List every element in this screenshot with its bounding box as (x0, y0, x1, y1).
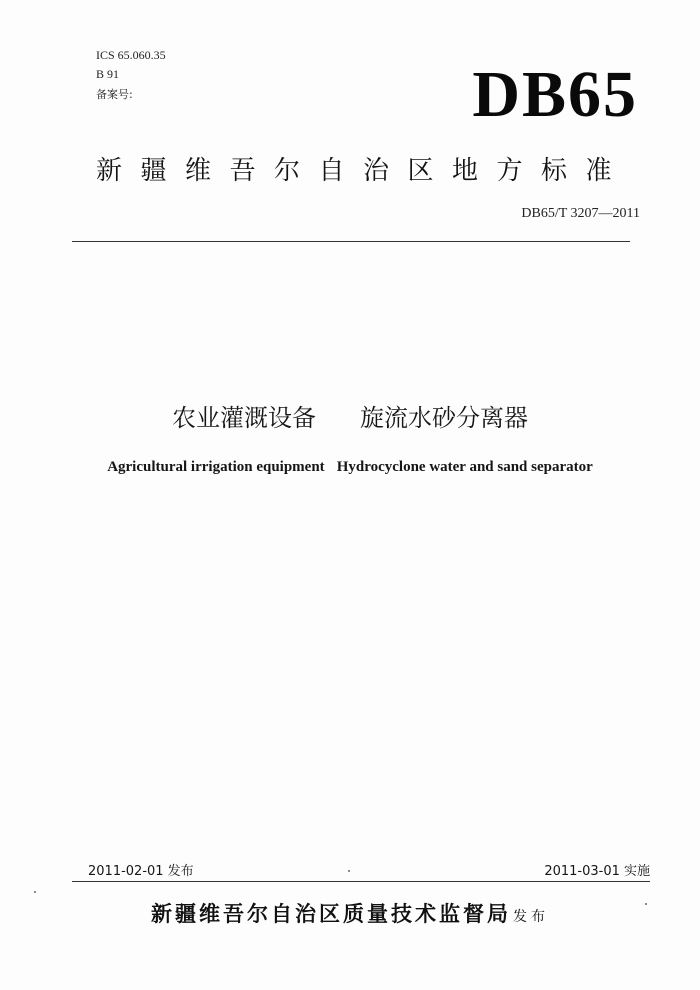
header-divider (72, 241, 630, 242)
standard-number: DB65/T 3207—2011 (521, 206, 640, 221)
issue-date: 2011-02-01 发布 (88, 864, 194, 879)
filing-number-label: 备案号: (96, 88, 133, 101)
footer-divider (72, 881, 650, 882)
standard-logo: DB65 (472, 58, 638, 131)
ccs-code: B 91 (96, 67, 120, 81)
title-en-part1: Agricultural irrigation equipment (107, 459, 325, 475)
ics-code: ICS 65.060.35 (96, 48, 166, 62)
title-cn-part1: 农业灌溉设备 (172, 404, 316, 432)
scan-speck (34, 891, 36, 893)
title-cn-part2: 旋流水砂分离器 (360, 404, 528, 432)
issuer-suffix: 发布 (513, 909, 549, 925)
scan-speck (348, 870, 350, 872)
title-chinese (0, 398, 700, 433)
standard-category: 新疆维吾尔自治区地方标准 (96, 156, 631, 186)
implementation-date: 2011-03-01 实施 (544, 864, 650, 879)
issuer-name: 新疆维吾尔自治区质量技术监督局 (151, 902, 511, 926)
scan-speck (645, 903, 647, 905)
title-english (0, 459, 700, 476)
issuing-authority (0, 898, 700, 928)
title-en-part2: Hydrocyclone water and sand separator (336, 459, 593, 475)
